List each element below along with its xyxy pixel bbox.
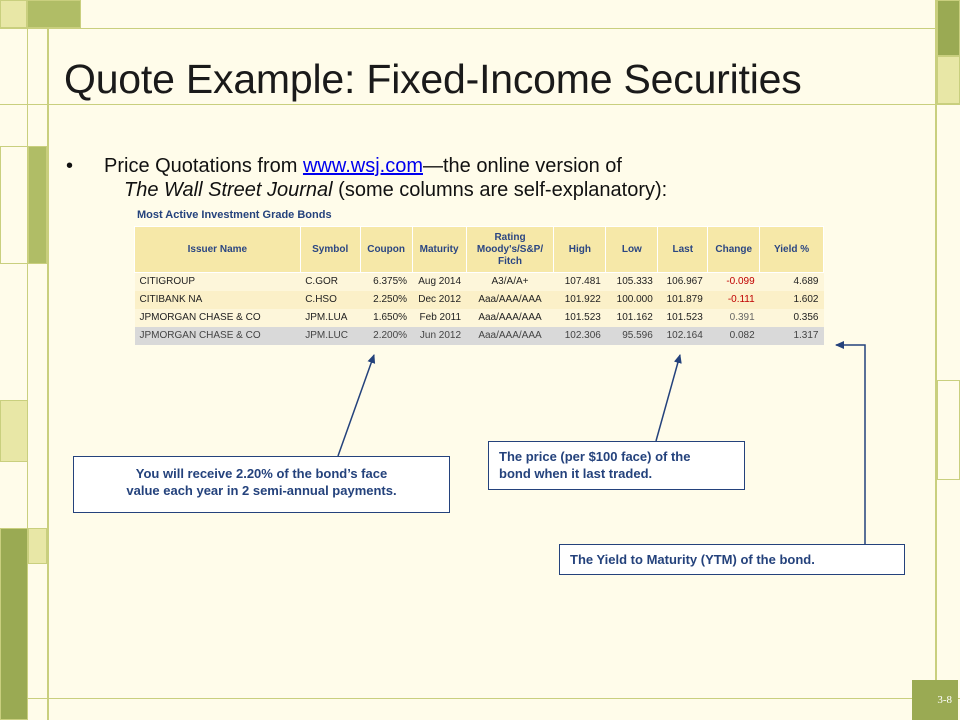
- table-cell: Dec 2012: [412, 291, 466, 309]
- table-cell: 102.306: [554, 327, 606, 345]
- table-cell: 105.333: [606, 273, 658, 291]
- table-cell: 102.164: [658, 327, 708, 345]
- arrow-coupon: [338, 355, 374, 456]
- callout-ytm: The Yield to Maturity (YTM) of the bond.: [559, 544, 905, 575]
- table-cell: 101.162: [606, 309, 658, 327]
- callout-coupon-line-2: value each year in 2 semi-annual payments.: [126, 483, 397, 498]
- table-cell: Jun 2012: [412, 327, 466, 345]
- column-header: Rating Moody's/S&P/ Fitch: [466, 227, 554, 273]
- table-cell: 1.650%: [360, 309, 412, 327]
- table-cell: 95.596: [606, 327, 658, 345]
- table-cell: C.GOR: [300, 273, 360, 291]
- table-cell: Aaa/AAA/AAA: [466, 327, 554, 345]
- bullet-symbol: •: [66, 155, 74, 177]
- table-cell: -0.111: [708, 291, 760, 309]
- table-cell: 100.000: [606, 291, 658, 309]
- column-header: Last: [658, 227, 708, 273]
- column-header: Issuer Name: [135, 227, 301, 273]
- table-cell: -0.099: [708, 273, 760, 291]
- bullet-suffix: —the online version of: [422, 155, 622, 177]
- table-cell: 101.523: [554, 309, 606, 327]
- table-cell: 4.689: [760, 273, 824, 291]
- arrow-ytm: [836, 345, 865, 544]
- table-cell: 101.879: [658, 291, 708, 309]
- table-cell: 2.250%: [360, 291, 412, 309]
- table-cell: CITIGROUP: [135, 273, 301, 291]
- column-header: Yield %: [760, 227, 824, 273]
- callout-price-line-1: The price (per $100 face) of the: [499, 449, 691, 464]
- table-cell: 2.200%: [360, 327, 412, 345]
- table-cell: 0.391: [708, 309, 760, 327]
- callout-coupon-line-1: You will receive 2.20% of the bond’s face: [135, 466, 388, 481]
- callout-price: [488, 441, 745, 490]
- bullet-line-2-suffix: (some columns are self-explanatory):: [332, 179, 668, 201]
- table-cell: 0.356: [760, 309, 824, 327]
- callout-coupon: [73, 456, 450, 513]
- arrow-price: [656, 355, 680, 441]
- table-cell: 101.523: [658, 309, 708, 327]
- table-cell: 1.602: [760, 291, 824, 309]
- table-cell: JPM.LUC: [300, 327, 360, 345]
- table-cell: 6.375%: [360, 273, 412, 291]
- table-cell: 107.481: [554, 273, 606, 291]
- table-cell: A3/A/A+: [466, 273, 554, 291]
- table-cell: Aug 2014: [412, 273, 466, 291]
- column-header: High: [554, 227, 606, 273]
- wsj-link[interactable]: www.wsj.com: [302, 155, 423, 177]
- table-cell: JPM.LUA: [300, 309, 360, 327]
- column-header: Maturity: [412, 227, 466, 273]
- column-header: Symbol: [300, 227, 360, 273]
- table-cell: Aaa/AAA/AAA: [466, 309, 554, 327]
- table-title: Most Active Investment Grade Bonds: [137, 209, 332, 221]
- slide-title: Quote Example: Fixed-Income Securities: [64, 56, 802, 102]
- table-cell: JPMORGAN CHASE & CO: [135, 327, 301, 345]
- column-header: Coupon: [360, 227, 412, 273]
- page-number: 3-8: [912, 680, 958, 720]
- table-cell: 0.082: [708, 327, 760, 345]
- table-cell: JPMORGAN CHASE & CO: [135, 309, 301, 327]
- table-cell: Feb 2011: [412, 309, 466, 327]
- table-cell: Aaa/AAA/AAA: [466, 291, 554, 309]
- column-header: Change: [708, 227, 760, 273]
- table-cell: CITIBANK NA: [135, 291, 301, 309]
- table-cell: C.HSO: [300, 291, 360, 309]
- callout-price-line-2: bond when it last traded.: [499, 466, 653, 481]
- bullet-prefix: Price Quotations from: [104, 155, 303, 177]
- table-cell: 101.922: [554, 291, 606, 309]
- journal-name: The Wall Street Journal: [124, 179, 333, 201]
- column-header: Low: [606, 227, 658, 273]
- table-cell: 106.967: [658, 273, 708, 291]
- table-cell: 1.317: [760, 327, 824, 345]
